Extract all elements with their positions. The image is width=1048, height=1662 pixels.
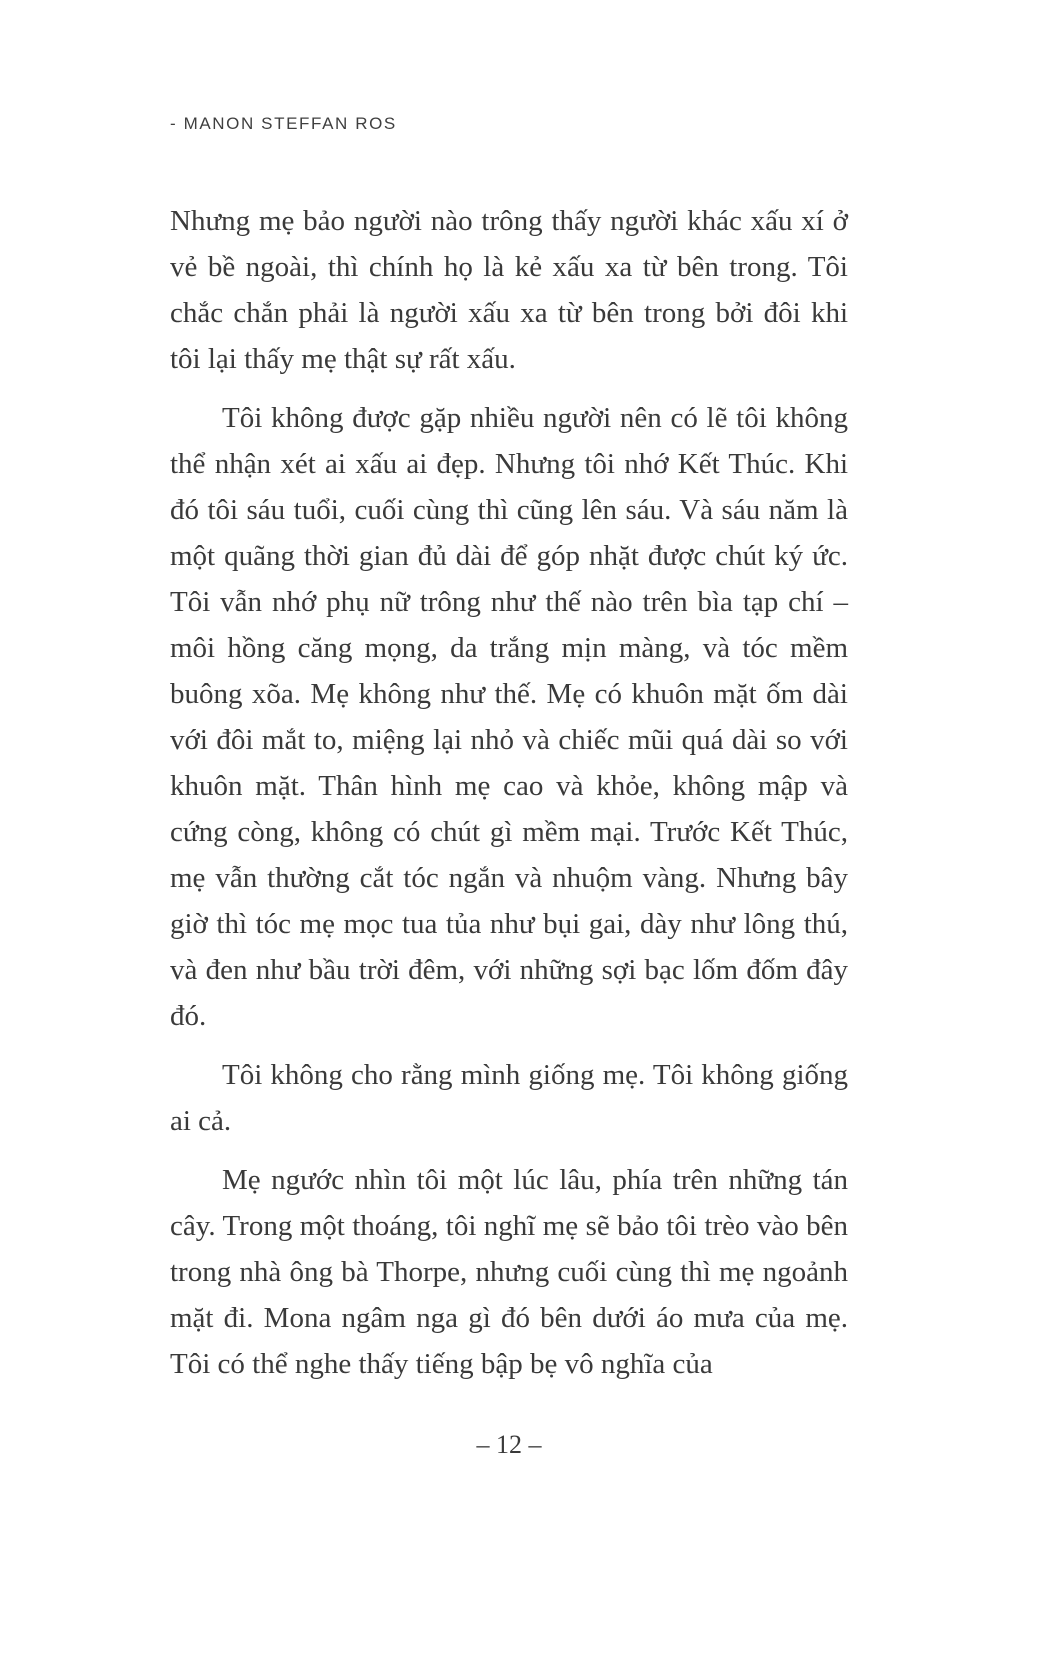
page-number: – 12 – [476, 1430, 542, 1459]
paragraph: Tôi không cho rằng mình giống mẹ. Tôi không giống ai cả. [170, 1059, 848, 1137]
body-text [170, 198, 848, 1400]
paragraph: Nhưng mẹ bảo người nào trông thấy người khác xấu xí ở vẻ bề ngoài, thì chính họ là kẻ xấu xa từ bên trong. Tôi chắc chắn phải là người xấu xa từ bên trong bởi đôi khi tôi lại thấy mẹ thật sự rất xấu. [170, 205, 848, 375]
paragraph: Tôi không được gặp nhiều người nên có lẽ tôi không thể nhận xét ai xấu ai đẹp. Nhưng tôi nhớ Kết Thúc. Khi đó tôi sáu tuổi, cuối cùng thì cũng lên sáu. Và sáu năm là một quãng thời gian đủ dài để góp nhặt được chút ký ức. Tôi vẫn nhớ phụ nữ trông như thế nào trên bìa tạp chí – môi hồng căng mọng, da trắng mịn màng, và tóc mềm buông xõa. Mẹ không như thế. Mẹ có khuôn mặt ốm dài với đôi mắt to, miệng lại nhỏ và chiếc mũi quá dài so với khuôn mặt. Thân hình mẹ cao và khỏe, không mập và cứng còng, không có chút gì mềm mại. Trước Kết Thúc, mẹ vẫn thường cắt tóc ngắn và nhuộm vàng. Nhưng bây giờ thì tóc mẹ mọc tua tủa như bụi gai, dày như lông thú, và đen như bầu trời đêm, với những sợi bạc lốm đốm đây đó. [170, 402, 848, 1032]
running-header: - MANON STEFFAN ROS [170, 114, 397, 133]
paragraph: Mẹ ngước nhìn tôi một lúc lâu, phía trên những tán cây. Trong một thoáng, tôi nghĩ mẹ sẽ bảo tôi trèo vào bên trong nhà ông bà Thorpe, nhưng cuối cùng thì mẹ ngoảnh mặt đi. Mona ngâm nga gì đó bên dưới áo mưa của mẹ. Tôi có thể nghe thấy tiếng bập bẹ vô nghĩa của [170, 1164, 848, 1380]
